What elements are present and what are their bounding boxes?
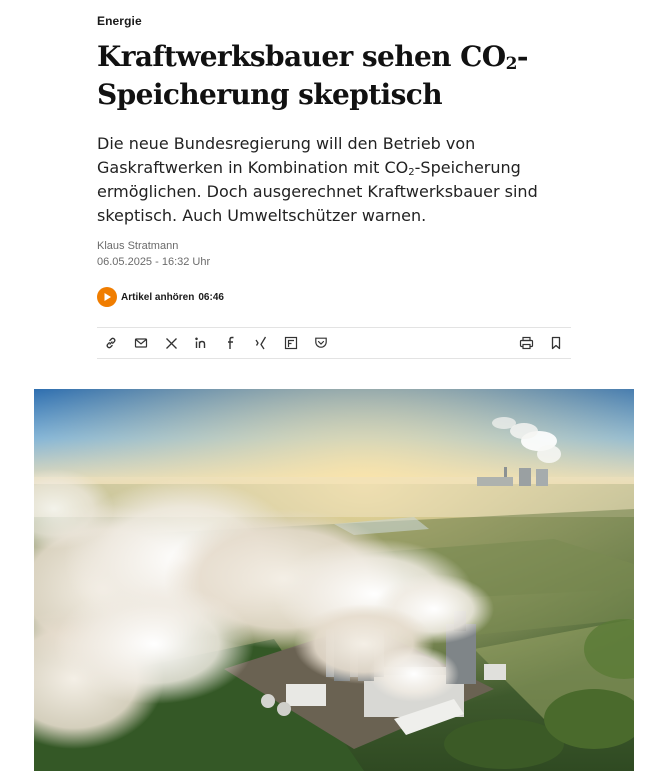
linkedin-icon[interactable] (193, 335, 209, 351)
lead-subscript: 2 (408, 167, 415, 178)
xing-icon[interactable] (253, 335, 269, 351)
headline-part-2: -Speicherung skeptisch (97, 40, 528, 111)
author-name[interactable]: Klaus Stratmann (97, 240, 179, 252)
listen-article-button[interactable] (97, 286, 224, 308)
facebook-icon[interactable] (223, 335, 239, 351)
flipboard-icon[interactable] (283, 335, 299, 351)
x-icon[interactable] (163, 335, 179, 351)
lead-part-1: Die neue Bundesregierung will den Betrieb von Gaskraftwerken in Kombination mit CO (97, 134, 476, 177)
print-icon[interactable] (518, 335, 534, 351)
publish-date: 06.05.2025 - 16:32 Uhr (97, 256, 211, 268)
share-toolbar (97, 327, 571, 359)
link-icon[interactable] (103, 335, 119, 351)
audio-duration: 06:46 (198, 291, 224, 303)
article-lead (97, 132, 567, 228)
mail-icon[interactable] (133, 335, 149, 351)
article-headline (97, 38, 567, 114)
bookmark-icon[interactable] (548, 335, 564, 351)
headline-subscript: 2 (505, 54, 517, 74)
headline-part-1: Kraftwerksbauer sehen CO (97, 40, 506, 73)
hero-image[interactable] (34, 389, 634, 771)
listen-label: Artikel anhören (121, 291, 195, 303)
play-icon[interactable] (97, 287, 117, 307)
lead-part-2: -Speicherung ermöglichen. Doch ausgerechnet Kraftwerksbauer sind skeptisch. Auch Umweltschützer warnen. (97, 158, 538, 225)
pocket-icon[interactable] (313, 335, 329, 351)
section-kicker[interactable]: Energie (97, 14, 142, 28)
